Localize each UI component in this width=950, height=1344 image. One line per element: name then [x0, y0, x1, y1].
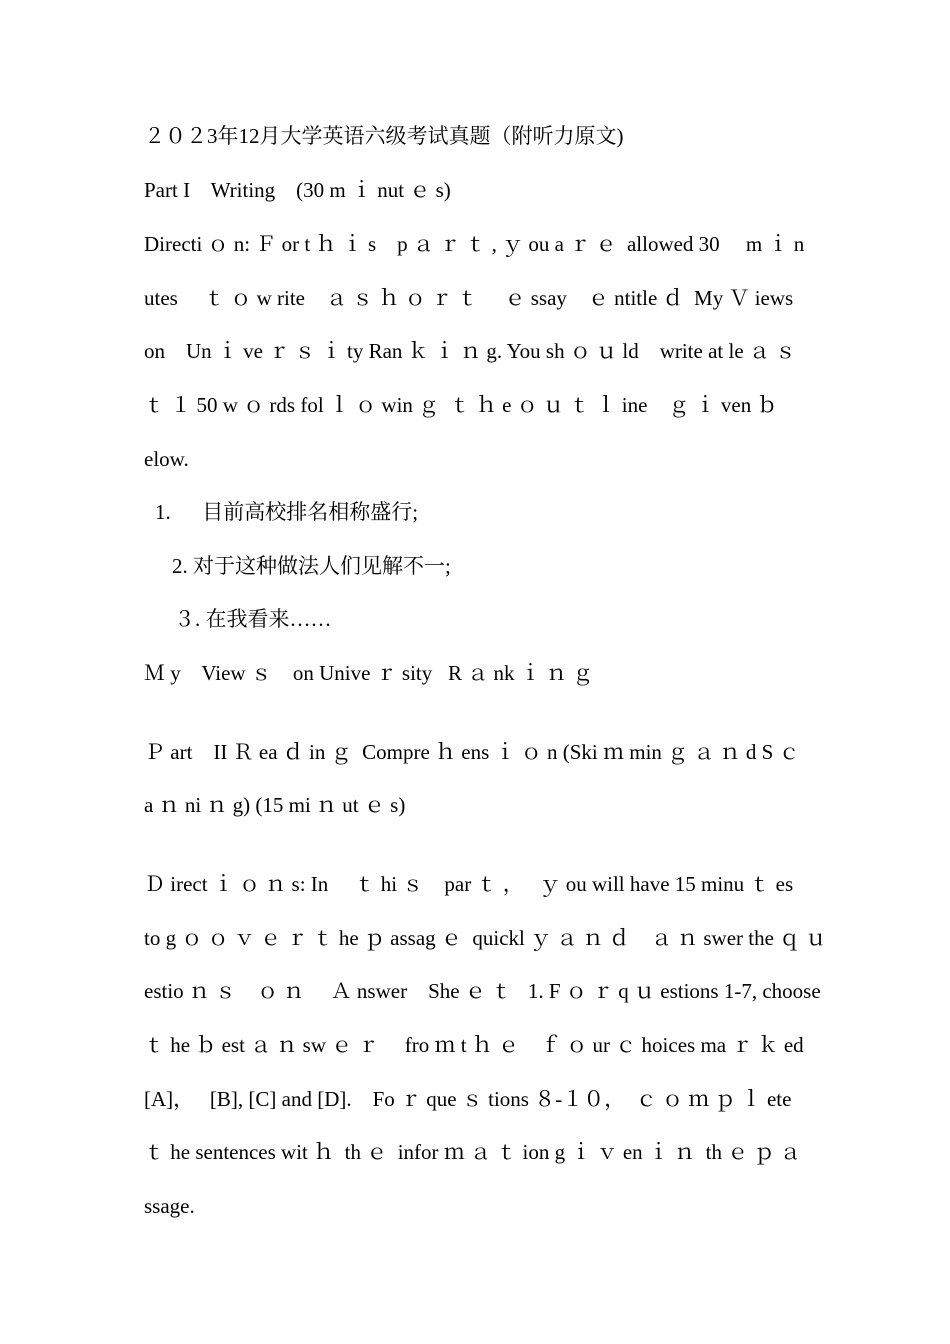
part1-heading: Part I Writing (30 m ｉ nut ｅ s)	[144, 178, 451, 202]
part1-directions-line: on Un ｉ ve ｒ ｓ ｉ ty Ran ｋ ｉ ｎ g. You sh ｏ ｕ ld write at le ａ ｓ	[144, 339, 797, 363]
part2-directions-line: to g ｏ ｏ ｖ ｅ ｒ ｔ he ｐ assag ｅ quickl ｙ ａ ｎ ｄ ａ ｎ swer the ｑ ｕ	[144, 926, 827, 950]
part2-directions-line: ｔ he sentences wit ｈ th ｅ infor ｍ ａ ｔ ion g ｉ ｖ en ｉ ｎ th ｅ ｐ ａ	[144, 1140, 801, 1164]
outline-item: 2. 对于这种做法人们见解不一;	[172, 554, 451, 578]
part2-directions-line: [A]， [B], [C] and [D]. Fo ｒ que ｓ tions ８-１０， ｃ ｏ ｍ ｐ ｌ ete	[144, 1087, 792, 1111]
part2-directions-line: ssage.	[144, 1194, 195, 1218]
essay-title: Ｍ y View ｓ on Unive ｒ sity R ａ nk ｉ ｎ ｇ	[144, 661, 594, 685]
part2-directions-line: estio ｎ ｓ ｏ ｎ Ａ nswer She ｅ ｔ 1. F ｏ ｒ q ｕ estions 1-7, choose	[144, 979, 821, 1003]
part2-directions-line: ｔ he ｂ est ａ ｎ sw ｅ ｒ fro ｍ t ｈ ｅ ｆ ｏ ur ｃ hoices ma ｒ ｋ ed	[144, 1033, 804, 1057]
part1-directions-line: elow.	[144, 447, 189, 471]
part1-directions-line: utes ｔ ｏ w rite ａ ｓ ｈ ｏ ｒ ｔ ｅ ssay ｅ ntitle ｄ My Ｖ iews	[144, 286, 794, 310]
part1-directions-line: Directi ｏ n: Ｆ or t ｈ ｉ s p ａ ｒ ｔ , ｙ ou a ｒ ｅ allowed 30 m ｉ n	[144, 232, 805, 256]
part1-directions-line: ｔ １ 50 w ｏ rds fol ｌ ｏ win ｇ ｔ ｈ e ｏ ｕ ｔ ｌ ine ｇ ｉ ven ｂ	[144, 393, 778, 417]
part2-heading-line: a ｎ ni ｎ g) (15 mi ｎ ut ｅ s)	[144, 793, 406, 817]
part2-directions-line: Ｄ irect ｉ ｏ ｎ s: In ｔ hi ｓ par ｔ ， ｙ ou will have 15 minu ｔ es	[144, 872, 794, 896]
outline-item: ３. 在我看来……	[174, 607, 332, 631]
document-title: ２０２3年12月大学英语六级考试真题（附听力原文)	[144, 124, 624, 148]
part2-heading-line: Ｐ art II Ｒ ea ｄ in ｇ Compre ｈ ens ｉ ｏ n (Ski ｍ min ｇ ａ ｎ d S ｃ	[144, 740, 800, 764]
outline-item: 1. 目前高校排名相称盛行;	[155, 500, 419, 524]
